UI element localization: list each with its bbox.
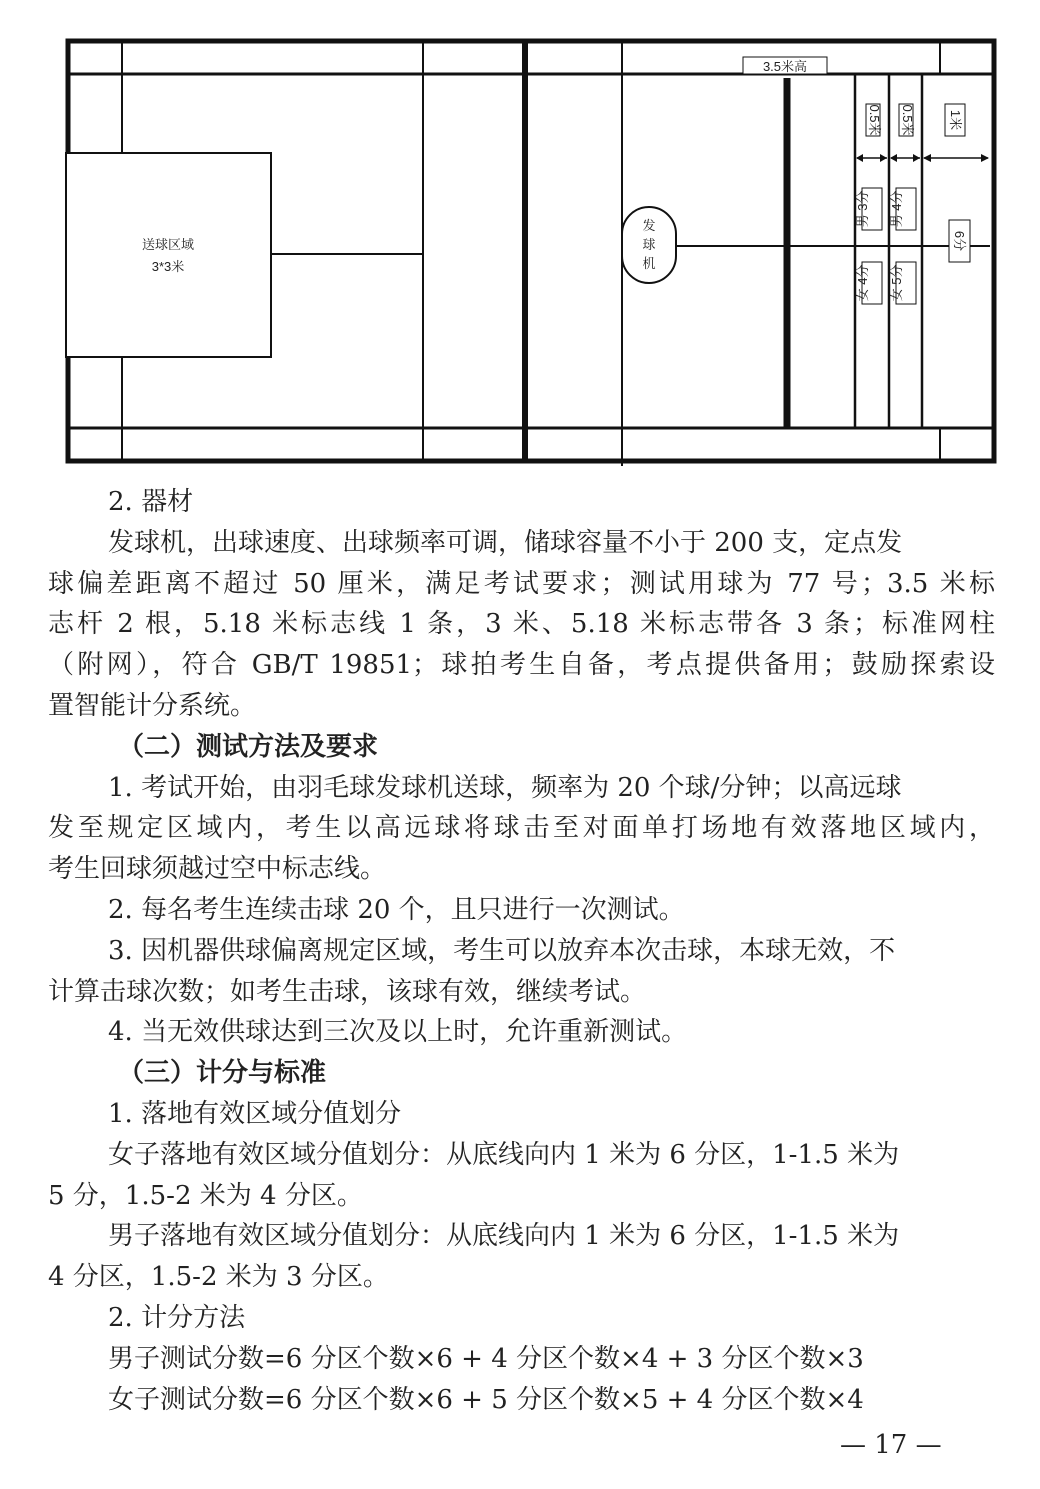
text-line: 3. 因机器供球偏离规定区域，考生可以放弃本次击球，本球无效，不: [108, 935, 896, 966]
text-line: 1. 考试开始，由羽毛球发球机送球，频率为 20 个球/分钟；以高远球: [108, 772, 902, 803]
machine-label-2: 球: [642, 237, 656, 252]
body-text: [48, 482, 995, 1420]
text-line: 女子测试分数=6 分区个数×6 + 5 分区个数×5 + 4 分区个数×4: [108, 1384, 864, 1415]
male-score-label: 男 3分: [855, 190, 870, 228]
serve-zone-size: 3*3米: [151, 259, 185, 274]
width-label: 0.5米: [900, 104, 915, 136]
text-line: 发至规定区域内，考生以高远球将球击至对面单打场地有效落地区域内，: [48, 813, 995, 844]
text-line: 发球机，出球速度、出球频率可调，储球容量不小于 200 支，定点发: [108, 527, 903, 558]
text-line: 男子落地有效区域分值划分：从底线向内 1 米为 6 分区，1-1.5 米为: [108, 1221, 900, 1252]
text-line: 计算击球次数；如考生击球，该球有效，继续考试。: [48, 976, 647, 1007]
text-line: 女子落地有效区域分值划分：从底线向内 1 米为 6 分区，1-1.5 米为: [108, 1139, 900, 1170]
machine-label-1: 发: [642, 218, 656, 233]
text-line: 1. 落地有效区域分值划分: [108, 1098, 402, 1129]
six-score-label: 6分: [952, 230, 967, 252]
width-label: 1米: [948, 109, 963, 131]
text-line: 4. 当无效供球达到三次及以上时，允许重新测试。: [108, 1017, 688, 1048]
text-line: 男子测试分数=6 分区个数×6 + 4 分区个数×4 + 3 分区个数×3: [108, 1343, 864, 1374]
text-line: 考生回球须越过空中标志线。: [48, 854, 387, 885]
text-line: 球偏差距离不超过 50 厘米，满足考试要求；测试用球为 77 号；3.5 米标: [48, 568, 995, 599]
text-line: 2. 计分方法: [108, 1302, 246, 1333]
female-score-label: 女 4分: [855, 264, 870, 302]
width-label: 0.5米: [867, 104, 882, 136]
section-heading: （三）计分与标准: [118, 1058, 327, 1089]
text-line: 置智能计分系统。: [48, 690, 257, 721]
text-line: 2. 器材: [108, 487, 194, 517]
text-line: （附网），符合 GB/T 19851；球拍考生自备，考点提供备用；鼓励探索设: [48, 650, 995, 681]
male-score-label: 男 4分: [889, 190, 904, 228]
page-number: — 17 —: [840, 1430, 942, 1460]
text-line: 2. 每名考生连续击球 20 个，且只进行一次测试。: [108, 894, 685, 925]
text-line: 5 分，1.5-2 米为 4 分区。: [48, 1180, 363, 1211]
pole-label: 3.5米高: [762, 59, 808, 74]
section-heading: （二）测试方法及要求: [118, 731, 379, 762]
machine-label-3: 机: [642, 256, 656, 271]
badminton-court-diagram: [0, 0, 1040, 480]
text-line: 志杆 2 根，5.18 米标志线 1 条，3 米、5.18 米标志带各 3 条；标准网柱: [48, 609, 995, 640]
text-line: 4 分区，1.5-2 米为 3 分区。: [48, 1262, 389, 1293]
female-score-label: 女 5分: [889, 264, 904, 302]
serve-zone-label: 送球区域: [141, 237, 195, 252]
serve-zone-box: [66, 153, 271, 357]
